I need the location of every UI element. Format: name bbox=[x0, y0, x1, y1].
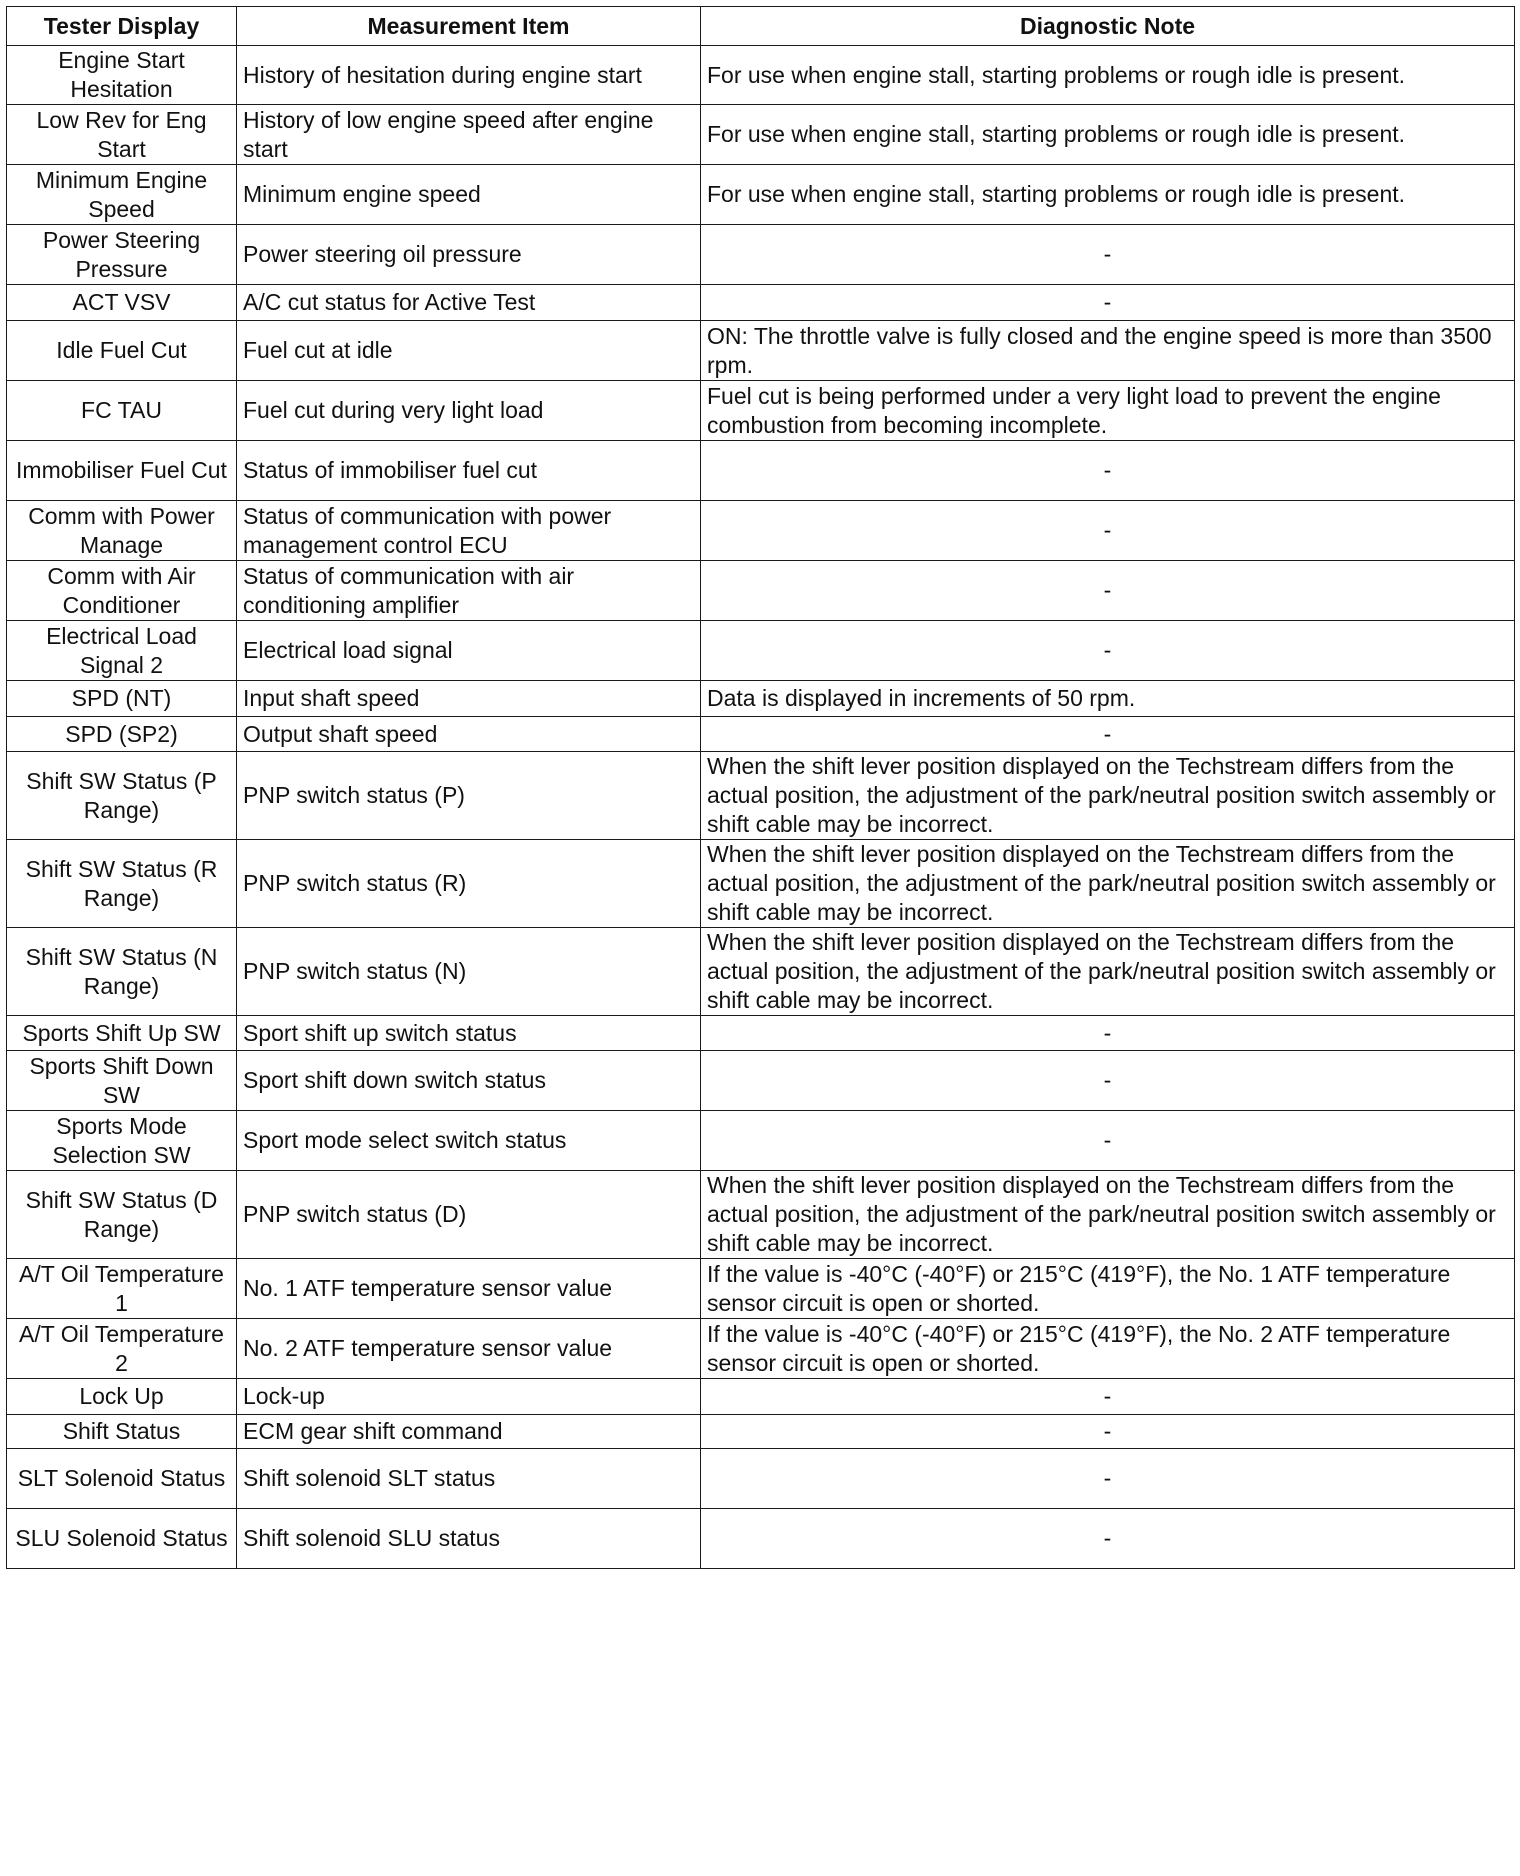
cell-tester-display: SLT Solenoid Status bbox=[7, 1449, 237, 1509]
cell-measurement-item: Fuel cut at idle bbox=[237, 321, 701, 381]
cell-tester-display: Shift SW Status (N Range) bbox=[7, 928, 237, 1016]
table-row bbox=[7, 1319, 1515, 1379]
cell-diagnostic-note: - bbox=[701, 1379, 1515, 1415]
cell-diagnostic-note: For use when engine stall, starting problems or rough idle is present. bbox=[701, 105, 1515, 165]
table-row bbox=[7, 1449, 1515, 1509]
table-row bbox=[7, 1379, 1515, 1415]
cell-diagnostic-note: - bbox=[701, 1111, 1515, 1171]
table-row bbox=[7, 840, 1515, 928]
cell-tester-display: SPD (NT) bbox=[7, 681, 237, 717]
cell-measurement-item: Lock-up bbox=[237, 1379, 701, 1415]
table-row bbox=[7, 1111, 1515, 1171]
table-row bbox=[7, 928, 1515, 1016]
cell-tester-display: SLU Solenoid Status bbox=[7, 1509, 237, 1569]
cell-tester-display: Power Steering Pressure bbox=[7, 225, 237, 285]
cell-measurement-item: Shift solenoid SLT status bbox=[237, 1449, 701, 1509]
cell-tester-display: Shift SW Status (D Range) bbox=[7, 1171, 237, 1259]
cell-measurement-item: Shift solenoid SLU status bbox=[237, 1509, 701, 1569]
table-row bbox=[7, 1016, 1515, 1051]
cell-measurement-item: Status of communication with air conditioning amplifier bbox=[237, 561, 701, 621]
cell-diagnostic-note: When the shift lever position displayed on the Techstream differs from the actual position, the adjustment of the park/neutral position switch assembly or shift cable may be incorrect. bbox=[701, 928, 1515, 1016]
table-row bbox=[7, 1259, 1515, 1319]
cell-measurement-item: A/C cut status for Active Test bbox=[237, 285, 701, 321]
table-row bbox=[7, 105, 1515, 165]
cell-tester-display: Minimum Engine Speed bbox=[7, 165, 237, 225]
cell-measurement-item: PNP switch status (N) bbox=[237, 928, 701, 1016]
cell-measurement-item: Minimum engine speed bbox=[237, 165, 701, 225]
cell-tester-display: A/T Oil Temperature 1 bbox=[7, 1259, 237, 1319]
cell-measurement-item: Power steering oil pressure bbox=[237, 225, 701, 285]
cell-tester-display: FC TAU bbox=[7, 381, 237, 441]
cell-measurement-item: ECM gear shift command bbox=[237, 1415, 701, 1449]
cell-tester-display: ACT VSV bbox=[7, 285, 237, 321]
cell-diagnostic-note: If the value is -40°C (-40°F) or 215°C (419°F), the No. 2 ATF temperature sensor circuit is open or shorted. bbox=[701, 1319, 1515, 1379]
data-list-table bbox=[6, 6, 1515, 1569]
header-measurement-item: Measurement Item bbox=[237, 7, 701, 46]
table-row bbox=[7, 501, 1515, 561]
cell-diagnostic-note: Fuel cut is being performed under a very light load to prevent the engine combustion from becoming incomplete. bbox=[701, 381, 1515, 441]
cell-diagnostic-note: For use when engine stall, starting problems or rough idle is present. bbox=[701, 46, 1515, 105]
table-row bbox=[7, 441, 1515, 501]
cell-diagnostic-note: - bbox=[701, 1051, 1515, 1111]
cell-tester-display: Comm with Power Manage bbox=[7, 501, 237, 561]
cell-tester-display: SPD (SP2) bbox=[7, 717, 237, 752]
header-tester-display: Tester Display bbox=[7, 7, 237, 46]
cell-measurement-item: Sport shift down switch status bbox=[237, 1051, 701, 1111]
cell-measurement-item: PNP switch status (R) bbox=[237, 840, 701, 928]
cell-measurement-item: Fuel cut during very light load bbox=[237, 381, 701, 441]
cell-diagnostic-note: - bbox=[701, 717, 1515, 752]
table-row bbox=[7, 1051, 1515, 1111]
table-row bbox=[7, 165, 1515, 225]
cell-diagnostic-note: When the shift lever position displayed on the Techstream differs from the actual position, the adjustment of the park/neutral position switch assembly or shift cable may be incorrect. bbox=[701, 752, 1515, 840]
cell-measurement-item: Output shaft speed bbox=[237, 717, 701, 752]
cell-tester-display: Engine Start Hesitation bbox=[7, 46, 237, 105]
cell-diagnostic-note: ON: The throttle valve is fully closed and the engine speed is more than 3500 rpm. bbox=[701, 321, 1515, 381]
cell-tester-display: A/T Oil Temperature 2 bbox=[7, 1319, 237, 1379]
cell-diagnostic-note: When the shift lever position displayed on the Techstream differs from the actual position, the adjustment of the park/neutral position switch assembly or shift cable may be incorrect. bbox=[701, 1171, 1515, 1259]
table-row bbox=[7, 1509, 1515, 1569]
cell-tester-display: Comm with Air Conditioner bbox=[7, 561, 237, 621]
cell-diagnostic-note: - bbox=[701, 501, 1515, 561]
table-row bbox=[7, 1171, 1515, 1259]
cell-measurement-item: No. 1 ATF temperature sensor value bbox=[237, 1259, 701, 1319]
table-row bbox=[7, 561, 1515, 621]
cell-tester-display: Low Rev for Eng Start bbox=[7, 105, 237, 165]
cell-tester-display: Electrical Load Signal 2 bbox=[7, 621, 237, 681]
cell-diagnostic-note: - bbox=[701, 441, 1515, 501]
cell-diagnostic-note: For use when engine stall, starting problems or rough idle is present. bbox=[701, 165, 1515, 225]
cell-tester-display: Shift SW Status (R Range) bbox=[7, 840, 237, 928]
cell-measurement-item: History of low engine speed after engine start bbox=[237, 105, 701, 165]
table-row bbox=[7, 225, 1515, 285]
cell-tester-display: Sports Mode Selection SW bbox=[7, 1111, 237, 1171]
table-row bbox=[7, 46, 1515, 105]
cell-diagnostic-note: When the shift lever position displayed on the Techstream differs from the actual position, the adjustment of the park/neutral position switch assembly or shift cable may be incorrect. bbox=[701, 840, 1515, 928]
cell-measurement-item: History of hesitation during engine start bbox=[237, 46, 701, 105]
table-body bbox=[7, 46, 1515, 1569]
cell-measurement-item: No. 2 ATF temperature sensor value bbox=[237, 1319, 701, 1379]
cell-tester-display: Shift SW Status (P Range) bbox=[7, 752, 237, 840]
cell-diagnostic-note: - bbox=[701, 561, 1515, 621]
table-row bbox=[7, 681, 1515, 717]
cell-measurement-item: Input shaft speed bbox=[237, 681, 701, 717]
cell-tester-display: Sports Shift Up SW bbox=[7, 1016, 237, 1051]
cell-measurement-item: Electrical load signal bbox=[237, 621, 701, 681]
table-header-row bbox=[7, 7, 1515, 46]
cell-diagnostic-note: - bbox=[701, 1415, 1515, 1449]
cell-diagnostic-note: - bbox=[701, 1449, 1515, 1509]
cell-measurement-item: Sport mode select switch status bbox=[237, 1111, 701, 1171]
cell-measurement-item: Status of communication with power management control ECU bbox=[237, 501, 701, 561]
cell-measurement-item: Sport shift up switch status bbox=[237, 1016, 701, 1051]
cell-diagnostic-note: - bbox=[701, 1509, 1515, 1569]
cell-diagnostic-note: - bbox=[701, 621, 1515, 681]
cell-tester-display: Lock Up bbox=[7, 1379, 237, 1415]
cell-diagnostic-note: Data is displayed in increments of 50 rpm. bbox=[701, 681, 1515, 717]
cell-measurement-item: Status of immobiliser fuel cut bbox=[237, 441, 701, 501]
cell-measurement-item: PNP switch status (P) bbox=[237, 752, 701, 840]
cell-diagnostic-note: If the value is -40°C (-40°F) or 215°C (419°F), the No. 1 ATF temperature sensor circuit is open or shorted. bbox=[701, 1259, 1515, 1319]
table-row bbox=[7, 321, 1515, 381]
cell-tester-display: Idle Fuel Cut bbox=[7, 321, 237, 381]
table-row bbox=[7, 381, 1515, 441]
cell-measurement-item: PNP switch status (D) bbox=[237, 1171, 701, 1259]
table-row bbox=[7, 285, 1515, 321]
table-row bbox=[7, 717, 1515, 752]
header-diagnostic-note: Diagnostic Note bbox=[701, 7, 1515, 46]
cell-tester-display: Immobiliser Fuel Cut bbox=[7, 441, 237, 501]
diagnostic-data-sheet bbox=[6, 6, 1514, 1569]
cell-tester-display: Sports Shift Down SW bbox=[7, 1051, 237, 1111]
table-row bbox=[7, 621, 1515, 681]
cell-diagnostic-note: - bbox=[701, 1016, 1515, 1051]
cell-tester-display: Shift Status bbox=[7, 1415, 237, 1449]
table-row bbox=[7, 1415, 1515, 1449]
cell-diagnostic-note: - bbox=[701, 225, 1515, 285]
table-row bbox=[7, 752, 1515, 840]
cell-diagnostic-note: - bbox=[701, 285, 1515, 321]
